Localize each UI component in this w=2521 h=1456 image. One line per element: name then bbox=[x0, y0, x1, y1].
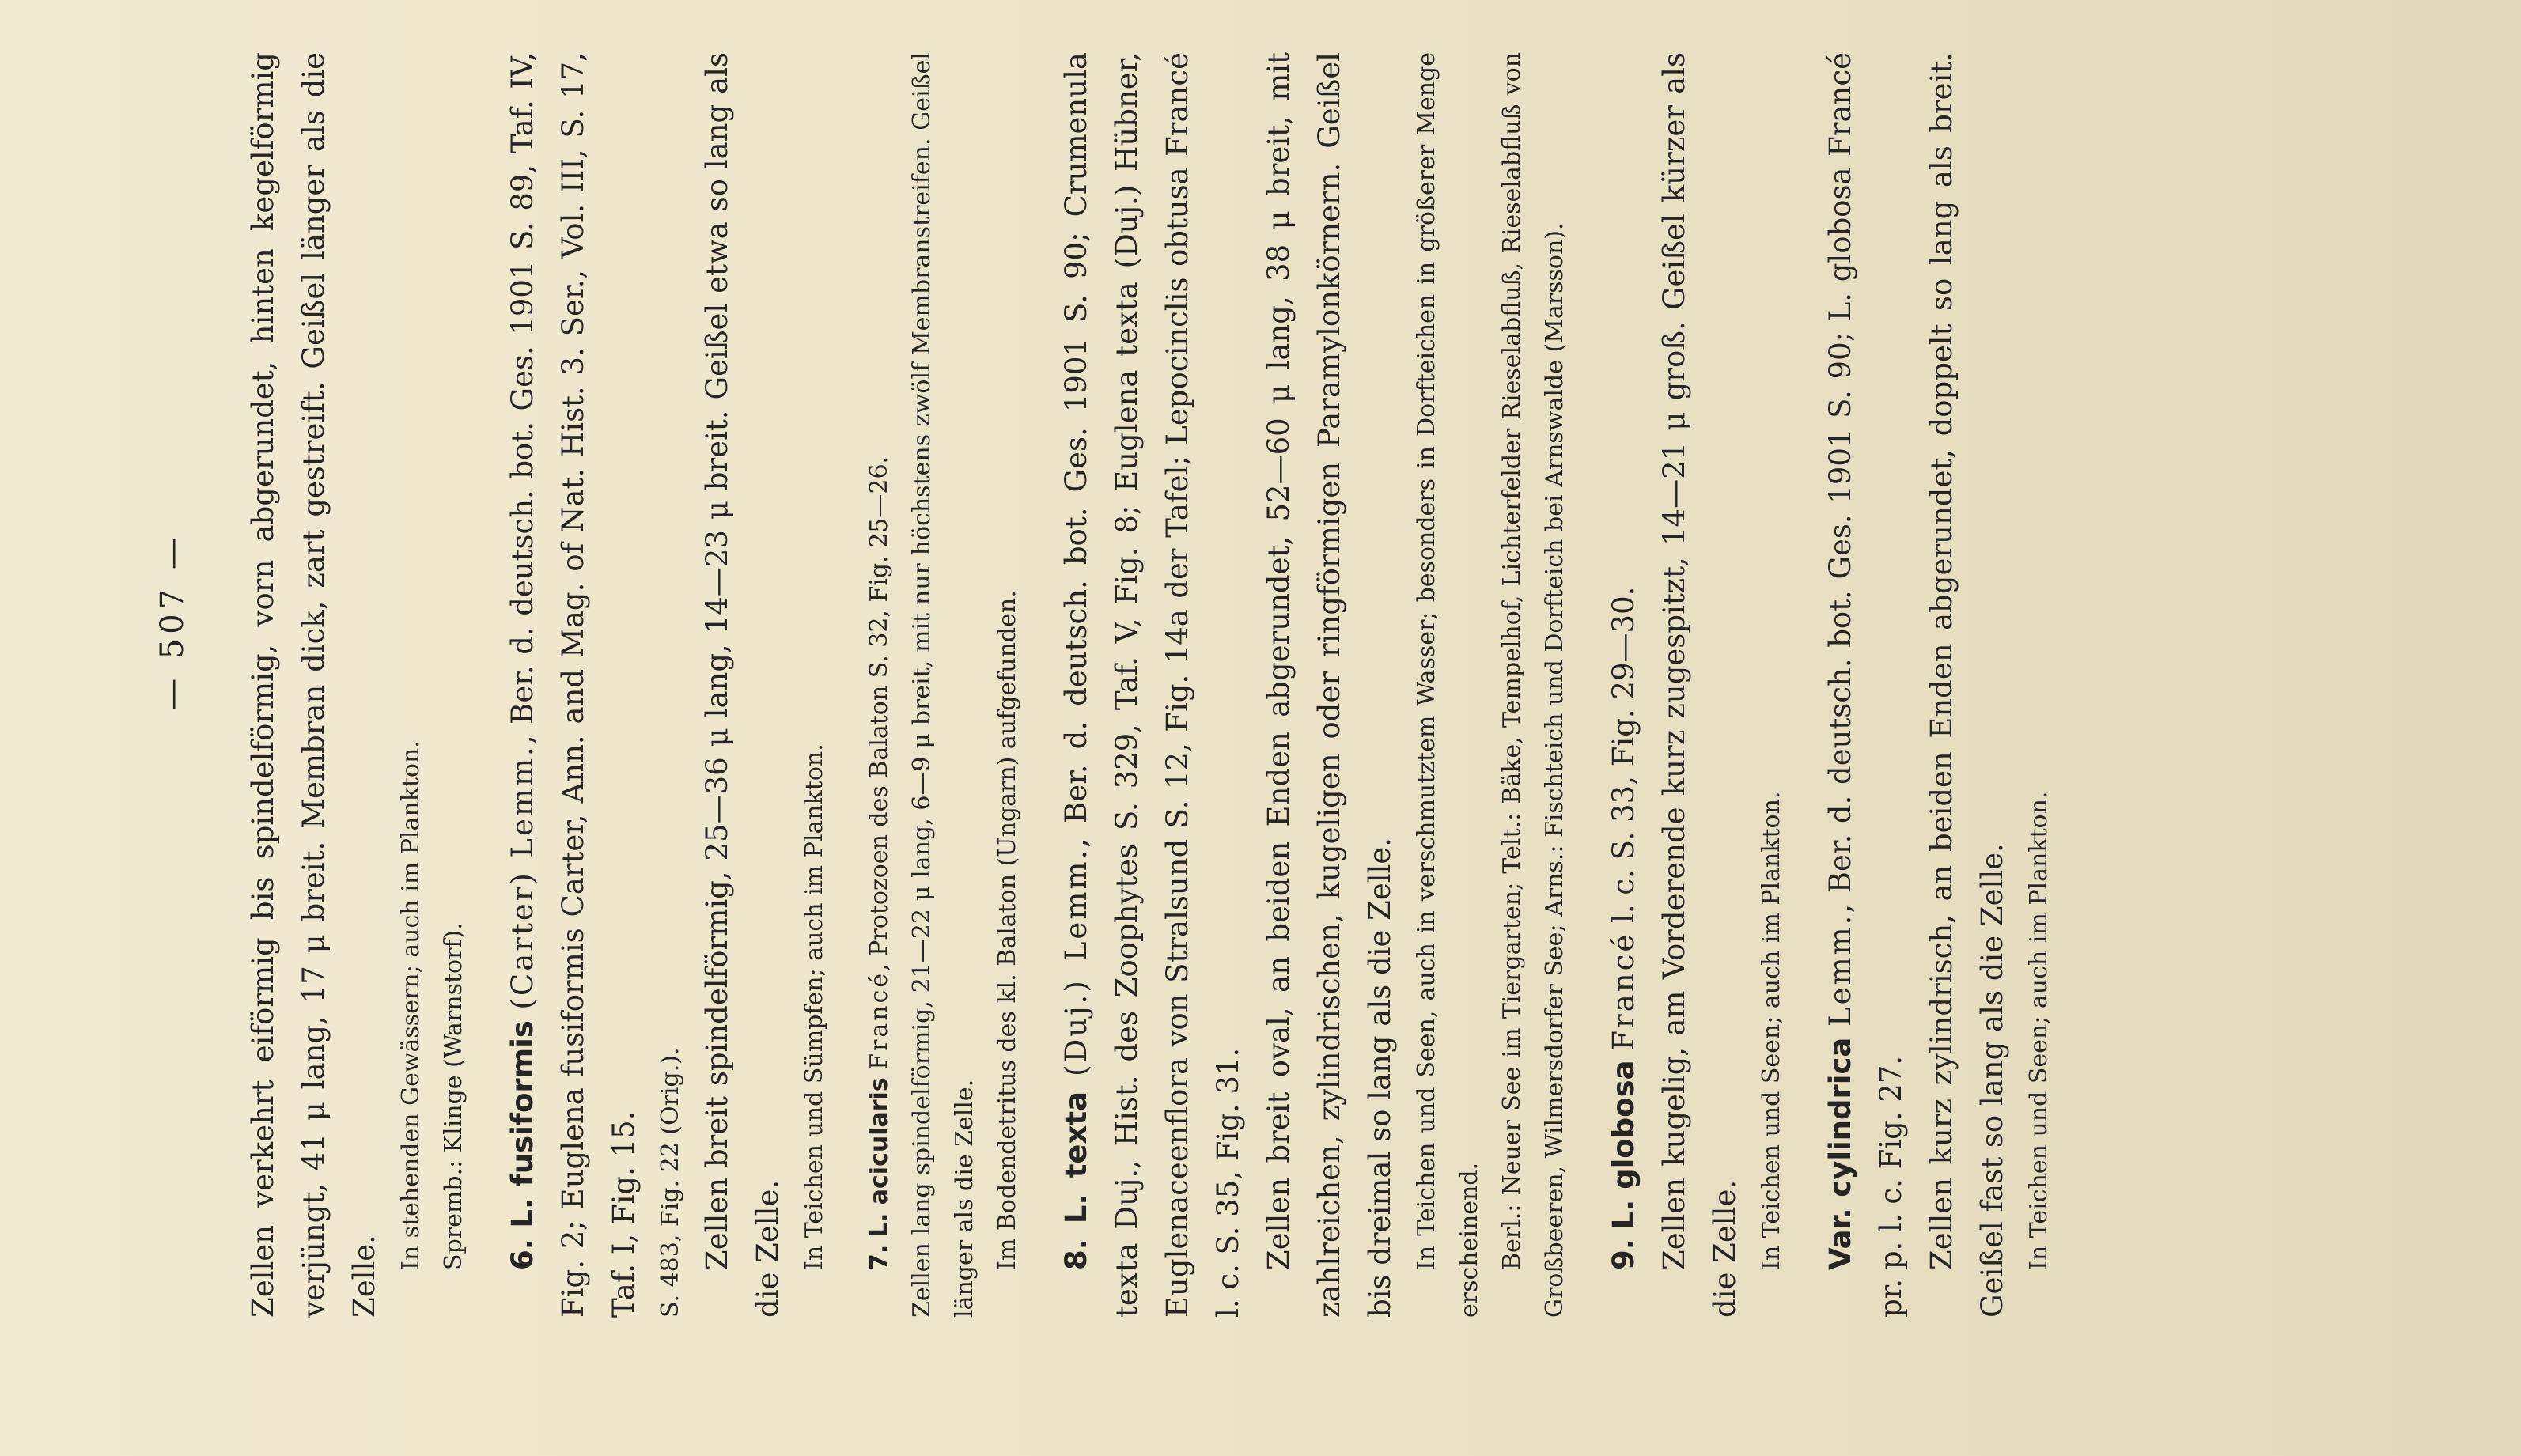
species-name: L. globosa bbox=[1607, 1060, 1641, 1230]
variety-author: Lemm. bbox=[1823, 913, 1857, 1027]
species-entry-6 bbox=[498, 52, 836, 1318]
intro-locality: Spremb.: Klinge (Warnstorf). bbox=[440, 922, 467, 1270]
species-author: Francé bbox=[865, 970, 893, 1070]
species-habitat: In Teichen und Seen; auch im Plankton. bbox=[1758, 791, 1785, 1270]
species-number: 6. bbox=[505, 1239, 539, 1270]
intro-description: Zellen verkehrt eiförmig bis spindelförmig, vorn abgerundet, hinten kegelförmig verjüngt, 41 μ lang, 17 μ breit. Membran dick, zart gestreift. Geißel länger als die Zelle. bbox=[246, 52, 381, 1318]
species-author: (Carter) Lemm. bbox=[505, 744, 539, 1010]
species-citation: , Ber. d. deutsch. bot. Ges. 1901 S. 89, Taf. IV, Fig. 2; Euglena fusiformis Carter, Ann. and Mag. of Nat. Hist. 3. Ser., Vol. III, S. 17, Taf. I, Fig. 15. bbox=[505, 51, 641, 1318]
variety-entry-cylindrica bbox=[1815, 52, 2061, 1318]
species-citation: , Protozoen des Balaton S. 32, Fig. 25—26. bbox=[865, 456, 893, 971]
page-header: — 507 — bbox=[154, 533, 191, 710]
variety-description: Zellen kurz zylindrisch, an beiden Enden abgerundet, doppelt so lang als breit. Geißel fast so lang als die Zelle. bbox=[1925, 52, 2009, 1318]
species-author: (Duj.) Lemm. bbox=[1059, 847, 1093, 1076]
species-citation: l. c. S. 33, Fig. 29—30. bbox=[1607, 586, 1641, 932]
species-description: Zellen kugelig, am Vorderende kurz zugespitzt, 14—21 μ groß. Geißel kürzer als die Zelle. bbox=[1657, 52, 1742, 1318]
species-number: 9. bbox=[1607, 1239, 1641, 1270]
species-entry-9 bbox=[1599, 52, 1793, 1318]
species-habitat: Im Bodendetritus des kl. Balaton (Ungarn) aufgefunden. bbox=[994, 590, 1021, 1270]
text-column bbox=[154, 52, 2061, 1318]
species-heading bbox=[1051, 52, 1254, 1318]
species-name: L. texta bbox=[1059, 1091, 1093, 1224]
species-citation-small: S. 483, Fig. 22 (Orig.). bbox=[657, 1047, 684, 1318]
intro-block bbox=[238, 52, 475, 1318]
species-number: 7. bbox=[865, 1244, 893, 1270]
species-habitat: In Teichen und Sümpfen; auch im Plankton. bbox=[801, 743, 828, 1270]
species-name: L. fusiformis bbox=[505, 1020, 539, 1228]
species-description: Zellen breit spindelförmig, 25—36 μ lang, 14—23 μ breit. Geißel etwa so lang als die Zelle. bbox=[700, 52, 785, 1318]
species-localities: Berl.: Neuer See im Tiergarten; Telt.: Bäke, Tempelhof, Lichterfelder Rieselabfluß, Rieselabfluß von Großbeeren, Wilmersdorfer See; Arns.: Fischteich und Dorfteich bei Arnswalde (Marsson). bbox=[1498, 52, 1569, 1318]
variety-name: cylindrica bbox=[1823, 1037, 1857, 1197]
species-habitat: In Teichen und Seen, auch in verschmutztem Wasser; besonders in Dorfteichen in größerer Menge erscheinend. bbox=[1413, 52, 1483, 1318]
variety-heading bbox=[1815, 52, 1917, 1318]
species-name: L. acicularis bbox=[865, 1077, 893, 1238]
species-heading bbox=[498, 52, 649, 1318]
species-heading bbox=[1599, 52, 1649, 1318]
species-author: Francé bbox=[1607, 932, 1641, 1051]
species-entry-7 bbox=[858, 52, 1029, 1318]
species-description: Zellen breit oval, an beiden Enden abgerundet, 52—60 μ lang, 38 μ breit, mit zahlreichen, zylindrischen, kugeligen oder ringförmigen Paramylonkörnern. Geißel bis dreimal so lang als die Zelle. bbox=[1262, 52, 1397, 1318]
variety-citation: , Ber. d. deutsch. bot. Ges. 1901 S. 90; L. globosa Francé pr. p. l. c. Fig. 27. bbox=[1823, 51, 1908, 1318]
species-citation: , Ber. d. deutsch. bot. Ges. 1901 S. 90; Crumenula texta Duj., Hist. des Zoophytes S. 329, Taf. V, Fig. 8; Euglena texta (Duj.) Hübner, Euglenaceenflora von Stralsund S. 12, Fig. 14a der Tafel; Lepocinclis obtusa Francé l. c. S. 35, Fig. 31. bbox=[1059, 52, 1245, 1318]
species-description: Zellen lang spindelförmig, 21—22 μ lang, 6—9 μ breit, mit nur höchstens zwölf Membranstreifen. Geißel länger als die Zelle. bbox=[908, 52, 978, 1318]
intro-habitat: In stehenden Gewässern; auch im Plankton. bbox=[397, 740, 425, 1270]
species-heading bbox=[858, 52, 901, 1318]
variety-habitat: In Teichen und Seen; auch im Plankton. bbox=[2025, 791, 2053, 1270]
species-number: 8. bbox=[1059, 1239, 1093, 1270]
species-entry-8 bbox=[1051, 52, 1577, 1318]
variety-label: Var. bbox=[1823, 1208, 1857, 1270]
